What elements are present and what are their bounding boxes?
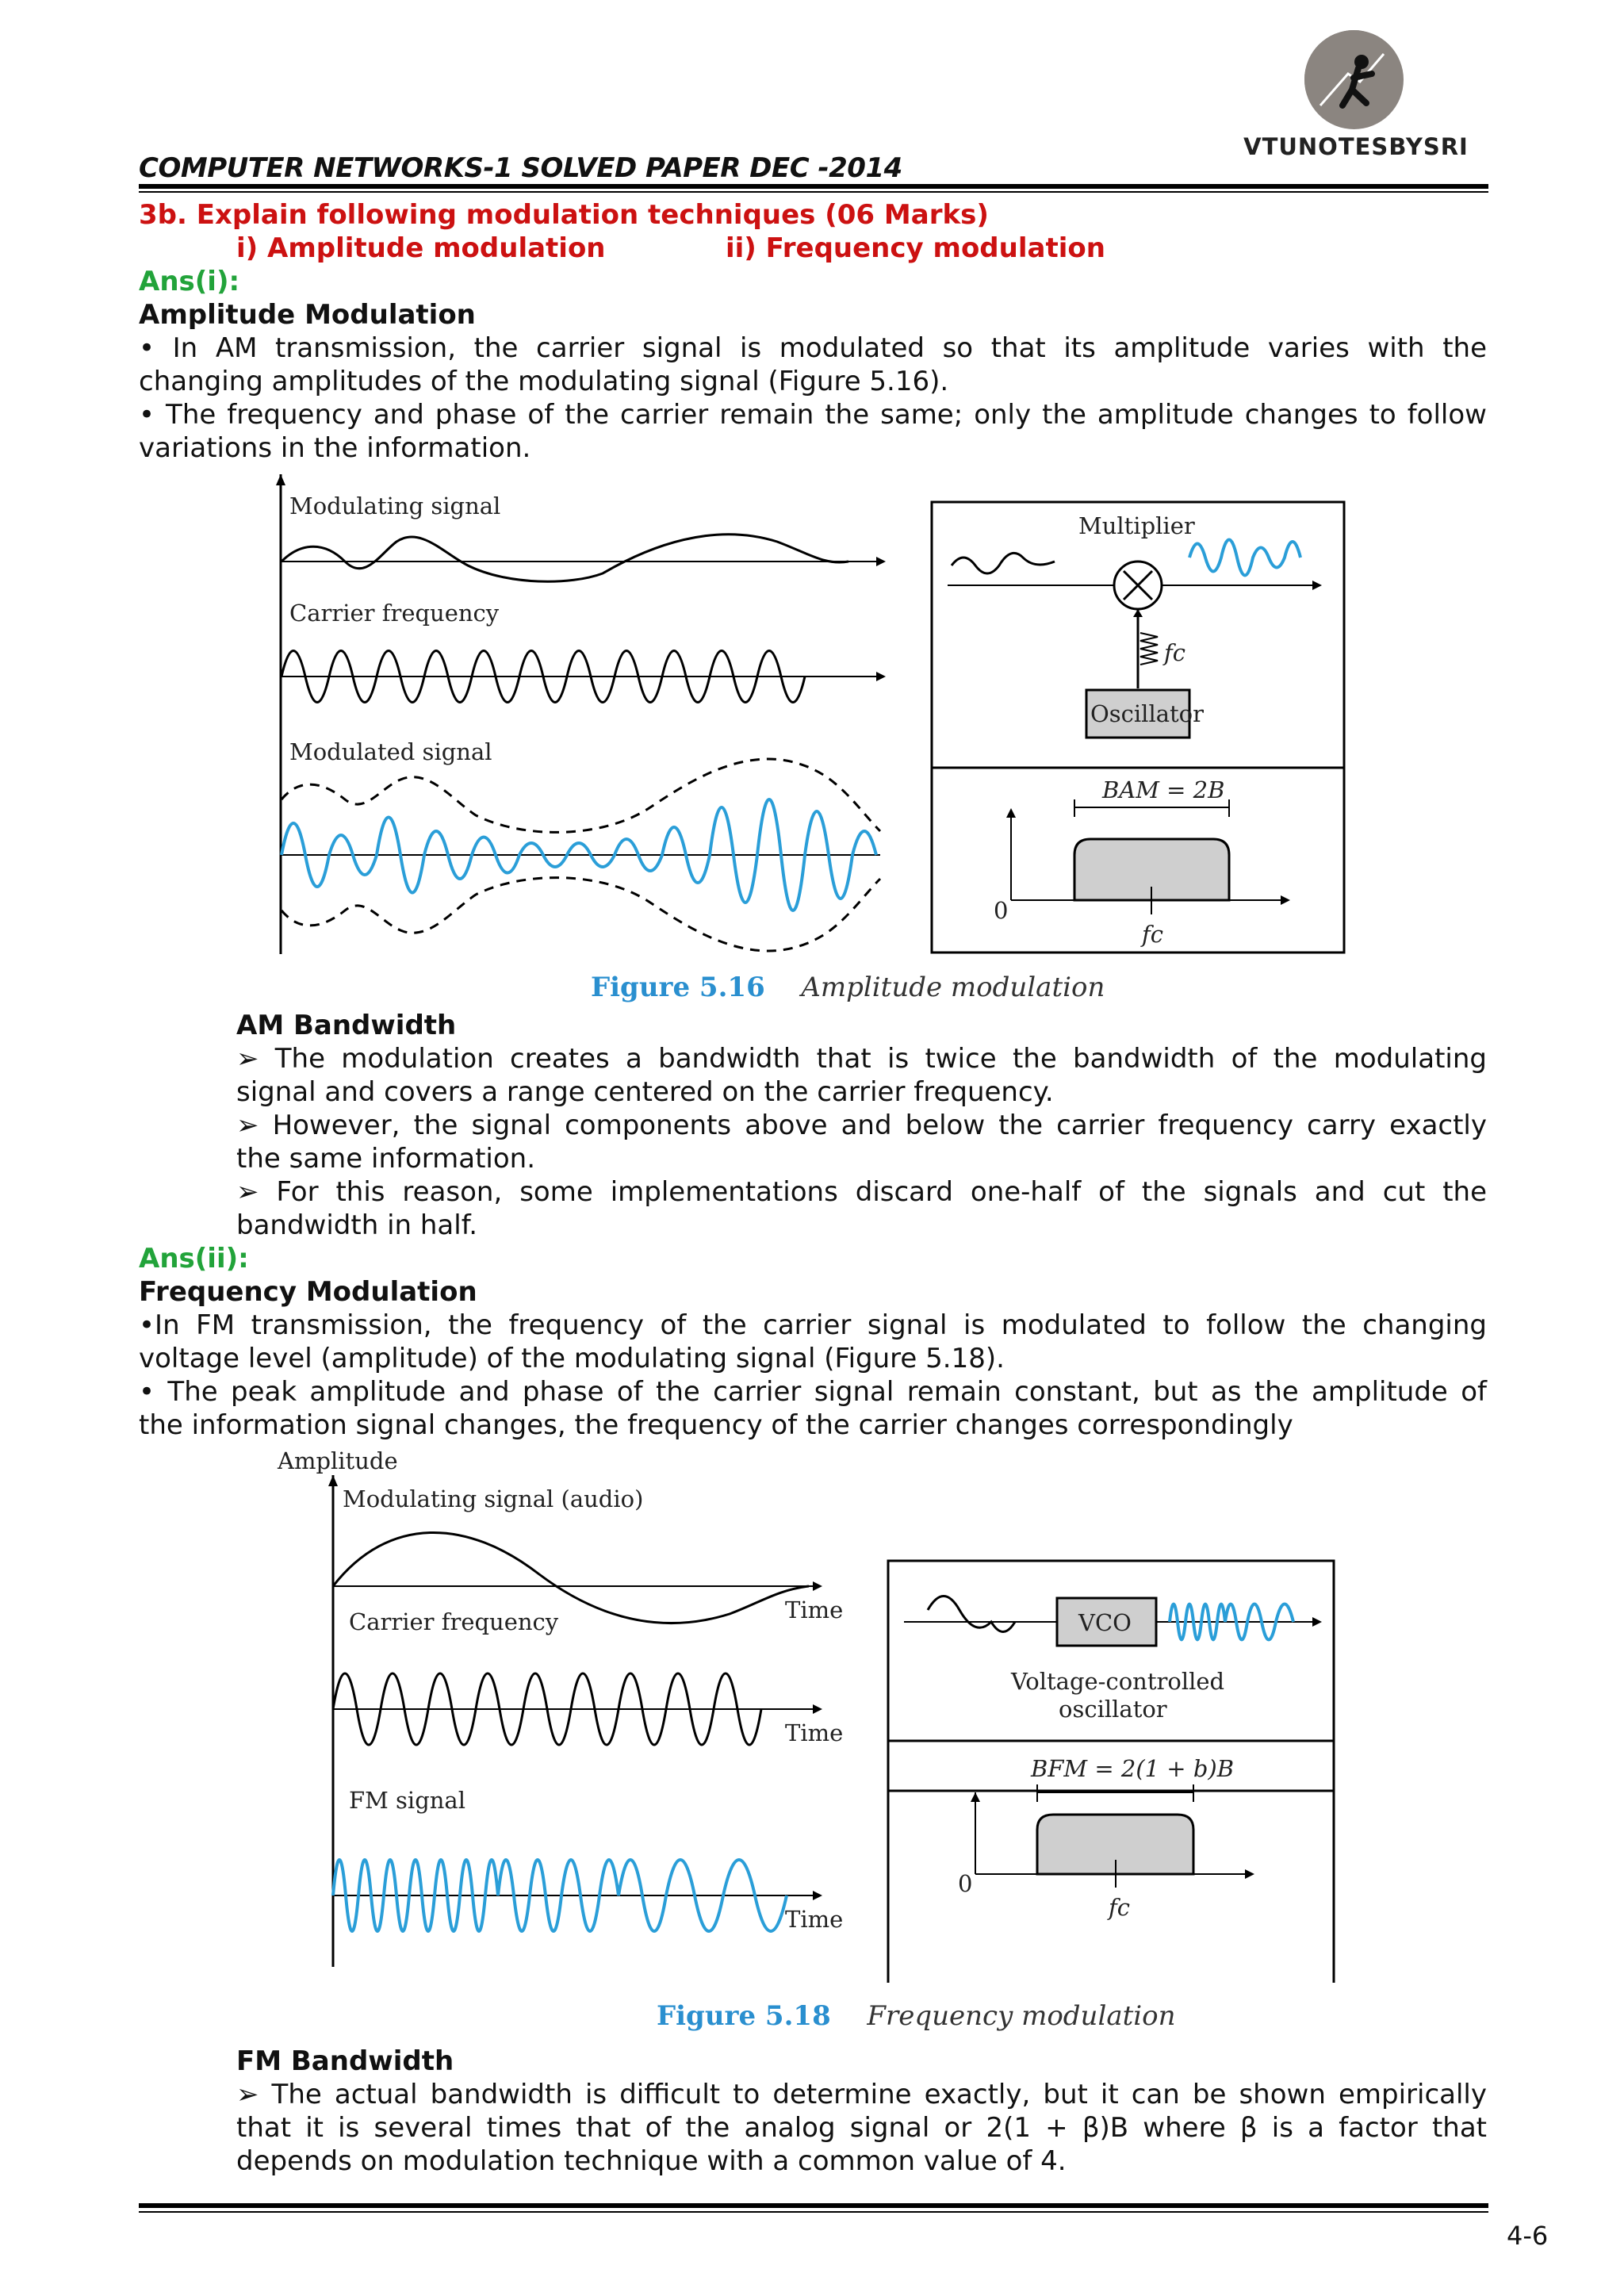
- question-title: 3b. Explain following modulation techniques (06 Marks): [139, 199, 989, 231]
- am-paragraph-2-line-2: variations in the information.: [139, 432, 531, 464]
- fm-label-modulating: Modulating signal (audio): [343, 1485, 644, 1512]
- footer-rule-thin: [139, 2211, 1488, 2213]
- fm-label-carrier: Carrier frequency: [349, 1608, 559, 1635]
- am-bw-point-1-line-1: ➢ The modulation creates a bandwidth that is twice the bandwidth of the modulating: [236, 1043, 1487, 1075]
- am-label-fc: fc: [1142, 921, 1163, 948]
- footer-rule: [139, 2203, 1488, 2208]
- logo-icon: [1304, 30, 1404, 129]
- am-envelope-top: [282, 759, 880, 832]
- am-label-modulating: Modulating signal: [289, 493, 501, 519]
- fm-bw-line-3: depends on modulation technique with a common value of 4.: [236, 2145, 1067, 2177]
- fm-label-vco-desc-1: Voltage-controlled: [1011, 1668, 1225, 1695]
- am-figure-caption: [591, 972, 1105, 1003]
- fm-label-bandwidth: BFM = 2(1 + b)B: [1031, 1755, 1235, 1782]
- am-caption-text: Amplitude modulation: [801, 972, 1105, 1003]
- am-bw-point-3-line-1: ➢ For this reason, some implementations discard one-half of the signals and cut the: [236, 1176, 1487, 1208]
- am-figure: [270, 474, 1348, 1010]
- fm-label-vco-desc-2: oscillator: [1059, 1696, 1167, 1723]
- header-rule-thin: [139, 191, 1488, 193]
- header-rule: [139, 184, 1488, 189]
- question-part-2: ii) Frequency modulation: [726, 232, 1105, 264]
- am-paragraph-1-line-1: • In AM transmission, the carrier signal is modulated so that its amplitude varies with the: [139, 332, 1487, 364]
- fm-label-time-3: Time: [785, 1906, 844, 1933]
- page-number: 4-6: [1507, 2221, 1549, 2251]
- fm-figure-caption: [657, 2000, 1176, 2032]
- fm-paragraph-1-line-2: voltage level (amplitude) of the modulating signal (Figure 5.18).: [139, 1343, 1005, 1374]
- fm-label-amplitude: Amplitude: [278, 1447, 398, 1474]
- fm-paragraph-2-line-1: • The peak amplitude and phase of the carrier signal remain constant, but as the amplitude of: [139, 1376, 1487, 1408]
- fm-label-zero: 0: [958, 1870, 973, 1897]
- fm-bandwidth-heading: FM Bandwidth: [236, 2045, 454, 2077]
- am-bw-point-2-line-2: the same information.: [236, 1143, 536, 1175]
- am-bw-point-2-line-1: ➢ However, the signal components above and below the carrier frequency carry exactly: [236, 1110, 1487, 1141]
- page-header-title: COMPUTER NETWORKS-1 SOLVED PAPER DEC -2014: [139, 152, 902, 184]
- am-label-carrier: Carrier frequency: [289, 600, 500, 627]
- am-label-multiplier: Multiplier: [1078, 512, 1195, 539]
- brand-name: VTUNOTESBYSRI: [1243, 133, 1469, 160]
- answer-label-2: Ans(ii):: [139, 1243, 249, 1274]
- fm-paragraph-1-line-1: •In FM transmission, the frequency of the carrier signal is modulated to follow the changing: [139, 1309, 1487, 1341]
- am-bandwidth-heading: AM Bandwidth: [236, 1010, 457, 1041]
- am-modulating-wave: [282, 535, 848, 581]
- am-label-oscillator: Oscillator: [1090, 700, 1204, 727]
- fm-paragraph-2-line-2: the information signal changes, the frequency of the carrier changes correspondingly: [139, 1409, 1293, 1441]
- am-envelope-bottom: [282, 878, 880, 951]
- fm-label-time-2: Time: [785, 1719, 844, 1746]
- fm-heading: Frequency Modulation: [139, 1276, 477, 1308]
- fm-label-fm-signal: FM signal: [349, 1787, 465, 1814]
- fm-figure: [270, 1443, 1348, 1983]
- question-part-1: i) Amplitude modulation: [236, 232, 606, 264]
- fm-label-time-1: Time: [785, 1596, 844, 1623]
- am-caption-number: Figure 5.16: [591, 972, 765, 1003]
- fm-caption-text: Frequency modulation: [867, 2000, 1176, 2032]
- am-label-fc-osc: fc: [1164, 639, 1185, 666]
- fm-bw-line-2: that it is several times that of the analog signal or 2(1 + β)B where β is a factor that: [236, 2112, 1487, 2144]
- fm-label-fc: fc: [1109, 1894, 1130, 1921]
- am-bw-point-3-line-2: bandwidth in half.: [236, 1209, 478, 1241]
- fm-caption-number: Figure 5.18: [657, 2000, 831, 2032]
- fm-label-vco: VCO: [1078, 1609, 1132, 1636]
- am-bw-point-1-line-2: signal and covers a range centered on the carrier frequency.: [236, 1076, 1054, 1108]
- am-paragraph-2-line-1: • The frequency and phase of the carrier remain the same; only the amplitude changes to follow: [139, 399, 1487, 431]
- am-label-modulated: Modulated signal: [289, 738, 492, 765]
- am-heading: Amplitude Modulation: [139, 299, 476, 331]
- answer-label-1: Ans(i):: [139, 266, 240, 297]
- am-label-bandwidth: BAM = 2B: [1102, 776, 1225, 803]
- am-label-zero: 0: [994, 897, 1009, 924]
- fm-bw-line-1: ➢ The actual bandwidth is difficult to determine exactly, but it can be shown empirically: [236, 2079, 1487, 2110]
- am-paragraph-1-line-2: changing amplitudes of the modulating signal (Figure 5.16).: [139, 366, 949, 397]
